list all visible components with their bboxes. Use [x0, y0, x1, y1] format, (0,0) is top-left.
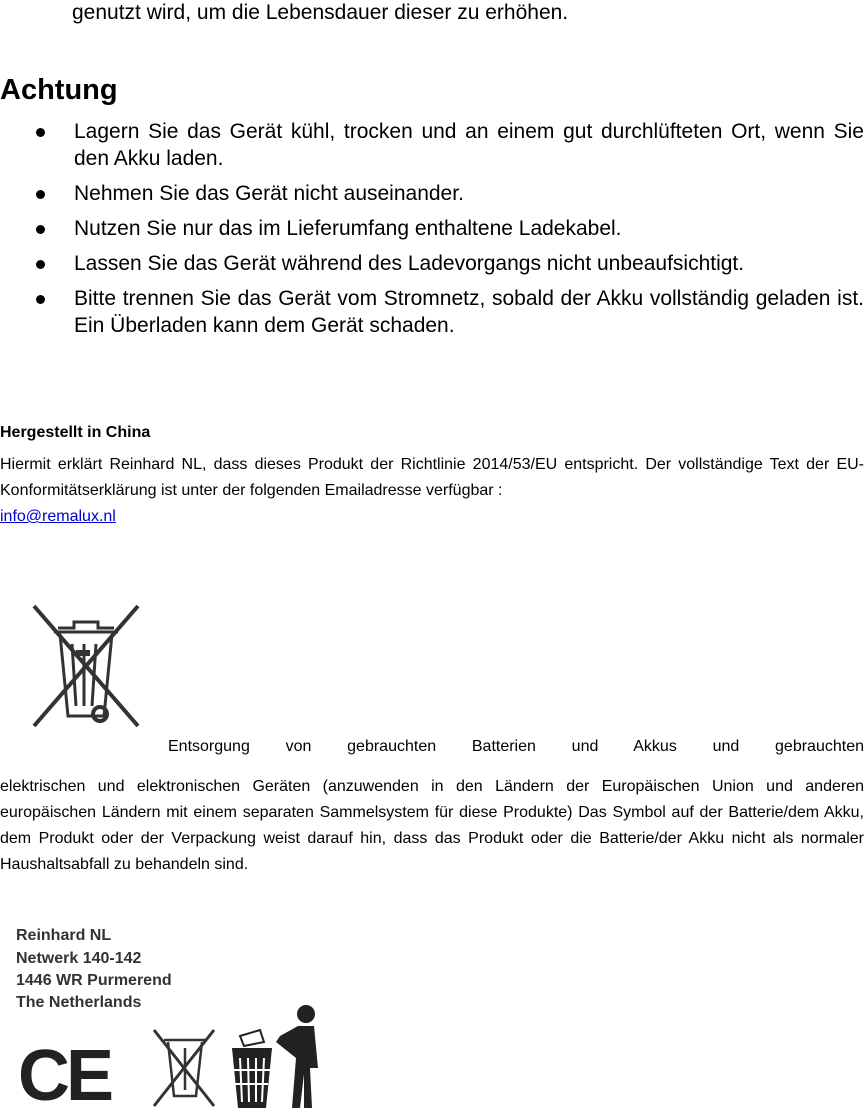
weee-bin-icon — [14, 598, 158, 732]
bullet-icon — [36, 225, 45, 234]
manufacturer-heading: Hergestellt in China — [0, 424, 151, 441]
declaration-paragraph — [0, 452, 864, 530]
label-address-line: The Netherlands — [16, 994, 142, 1011]
label-address-line: Reinhard NL — [16, 927, 112, 944]
bullet-icon — [36, 295, 45, 304]
tidyman-icon — [232, 1005, 318, 1108]
list-item: Nehmen Sie das Gerät nicht auseinander. — [0, 180, 864, 207]
intro-tail-text: genutzt wird, um die Lebensdauer dieser zu erhöhen. — [72, 1, 569, 24]
disposal-first-line: Entsorgung von gebrauchten Batterien und Akkus und gebrauchten — [168, 738, 864, 755]
label-address-line: 1446 WR Purmerend — [16, 972, 172, 989]
list-item: Nutzen Sie nur das im Lieferumfang enthaltene Ladekabel. — [0, 215, 864, 242]
bullet-icon — [36, 128, 45, 137]
disposal-paragraph: elektrischen und elektronischen Geräten (anzuwenden in den Ländern der Europäischen Union und anderen europäischen Ländern mit einem separaten Sammelsystem für diese Produkte) Das Symbol auf der Batterie/dem Akku, dem Produkt oder der Verpackung weist darauf hin, dass das Produkt oder die Batterie/der Akku nicht als normaler Haushaltsabfall zu behandeln sind. — [0, 778, 864, 873]
ce-mark-icon: CE — [18, 1036, 111, 1111]
label-address-line: Netwerk 140-142 — [16, 950, 142, 967]
bullet-icon — [36, 260, 45, 269]
warning-heading: Achtung — [0, 74, 118, 106]
list-item: Lagern Sie das Gerät kühl, trocken und an einem gut durchlüfteten Ort, wenn Sie den Akku laden. — [0, 118, 864, 172]
product-label-image — [14, 918, 330, 1111]
label-weee-bin-icon — [154, 1030, 214, 1106]
declaration-text: Hiermit erklärt Reinhard NL, dass dieses Produkt der Richtlinie 2014/53/EU entspricht. Der vollständige Text der EU-Konformitätserklärung ist unter der folgenden Emailadresse verfügbar : — [0, 456, 864, 499]
bullet-icon — [36, 190, 45, 199]
warning-list — [0, 118, 864, 347]
list-item: Bitte trennen Sie das Gerät vom Stromnetz, sobald der Akku vollständig geladen ist. Ein Überladen kann dem Gerät schaden. — [0, 285, 864, 339]
list-item: Lassen Sie das Gerät während des Ladevorgangs nicht unbeaufsichtigt. — [0, 250, 864, 277]
email-link[interactable]: info@remalux.nl — [0, 508, 116, 525]
